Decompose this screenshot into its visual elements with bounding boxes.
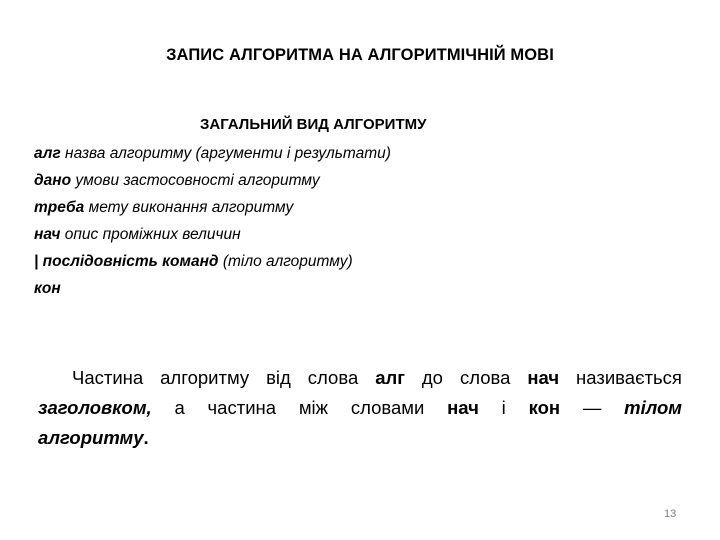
- word: частина: [207, 397, 277, 418]
- word: і: [501, 397, 506, 418]
- algorithm-line-alg: [34, 140, 391, 167]
- algorithm-line-dano: [34, 167, 391, 194]
- word: а: [174, 397, 185, 418]
- line-text: умови застосовності алгоритму: [71, 172, 320, 189]
- line-text: (тіло алгоритму): [218, 253, 353, 270]
- body-bar: |: [34, 253, 43, 270]
- period: .: [143, 427, 149, 448]
- keyword-alg: алг: [375, 367, 405, 388]
- keyword-alg: алг: [34, 145, 61, 162]
- word: алгоритму: [160, 367, 250, 388]
- term-body: тілом: [624, 397, 682, 418]
- term-body-continued: алгоритму: [38, 427, 144, 448]
- keyword-dano: дано: [34, 172, 72, 189]
- algorithm-line-body: [34, 248, 391, 275]
- explanation-paragraph: [38, 363, 682, 453]
- keyword-treba: треба: [34, 199, 85, 216]
- algorithm-line-treba: [34, 194, 391, 221]
- keyword-nach: нач: [34, 226, 61, 243]
- word: слова: [307, 367, 359, 388]
- word: між: [298, 397, 329, 418]
- word: до: [421, 367, 443, 388]
- word: називається: [576, 367, 682, 388]
- dash: —: [582, 397, 602, 418]
- term-header: заголовком,: [38, 397, 152, 418]
- word: від: [266, 367, 291, 388]
- line-text: опис проміжних величин: [60, 226, 241, 243]
- algorithm-template: [34, 140, 391, 302]
- word: Частина: [72, 367, 144, 388]
- algorithm-subtitle: ЗАГАЛЬНИЙ ВИД АЛГОРИТМУ: [200, 116, 427, 133]
- line-text: назва алгоритму (аргументи і результати): [60, 145, 391, 162]
- slide-title: ЗАПИС АЛГОРИТМА НА АЛГОРИТМІЧНІЙ МОВІ: [166, 46, 554, 64]
- word: слова: [459, 367, 511, 388]
- keyword-nach: нач: [527, 367, 560, 388]
- algorithm-line-nach: [34, 221, 391, 248]
- keyword-command-sequence: послідовність команд: [42, 253, 219, 270]
- keyword-nach: нач: [447, 397, 479, 418]
- paragraph-line: [38, 393, 682, 423]
- page-number: 13: [664, 508, 677, 520]
- keyword-kon: кон: [528, 397, 561, 418]
- line-text: мету виконання алгоритму: [84, 199, 294, 216]
- word: словами: [350, 397, 425, 418]
- paragraph-line: [38, 423, 682, 453]
- algorithm-line-kon: [34, 275, 391, 302]
- paragraph-line: [38, 363, 682, 393]
- keyword-kon: кон: [34, 280, 61, 297]
